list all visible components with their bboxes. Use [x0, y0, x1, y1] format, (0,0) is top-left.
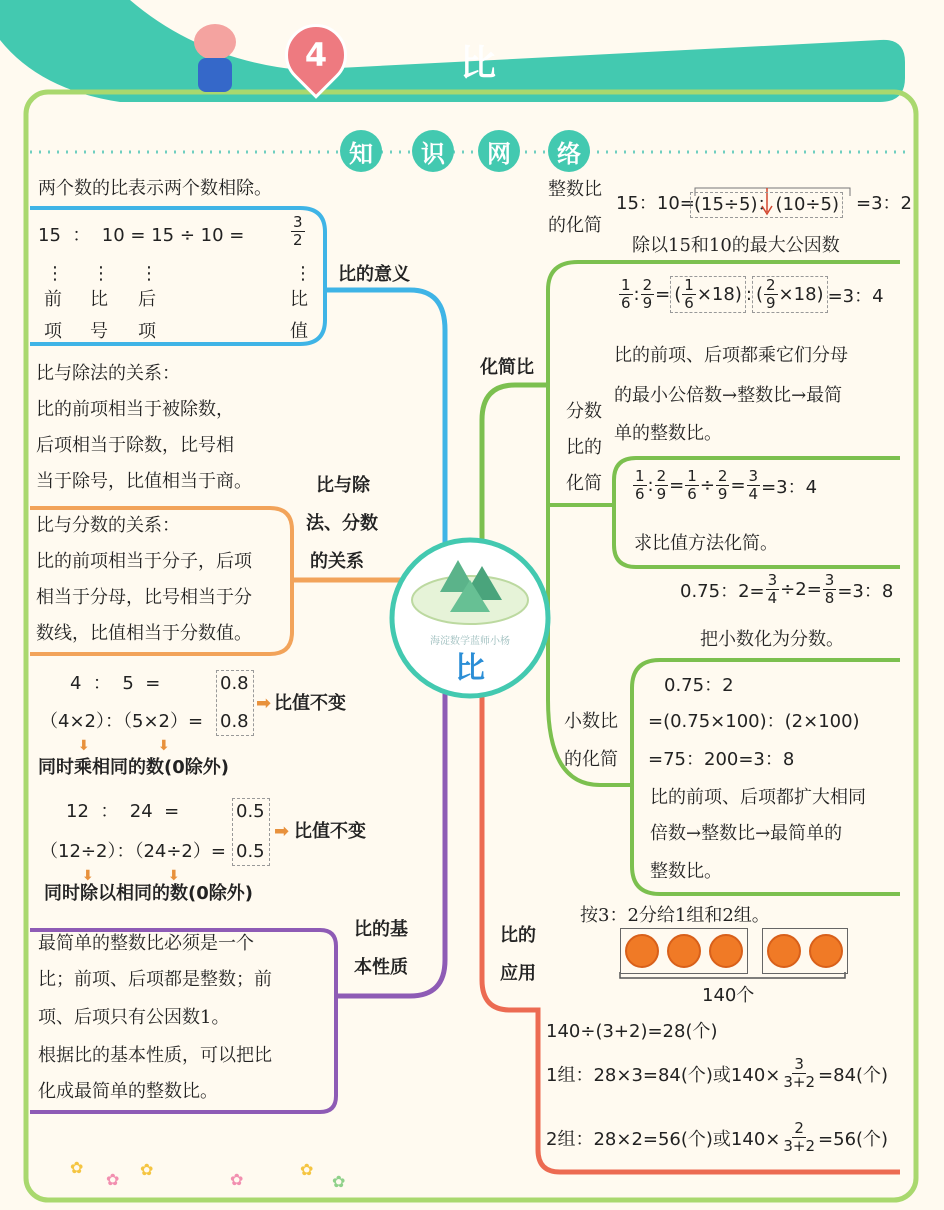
fraction-eq1-result: =3：4	[827, 285, 884, 307]
decimal-note-top: 把小数化为分数。	[700, 629, 844, 650]
fraction-method1-3: 单的整数比。	[614, 423, 722, 444]
ex2-row2: （12÷2）：（24÷2）=	[40, 841, 226, 862]
part-front-bottom: 项	[44, 321, 62, 342]
orange-icon	[709, 934, 743, 968]
fraction-line-4: 数线，比值相当于分数值。	[36, 623, 252, 644]
division-line-1: 比与除法的关系：	[36, 363, 180, 384]
group1-den: 3+2	[783, 1073, 816, 1091]
center-label: 比	[455, 651, 485, 686]
decimal-method-2: 倍数→整数比→最简单的	[650, 823, 843, 844]
d2-den: 8	[824, 589, 835, 607]
fraction-line-3: 相当于分母，比号相当于分	[36, 587, 252, 608]
g1-num: 1	[635, 467, 645, 485]
application-step1: 140÷(3+2)=28(个)	[546, 1021, 718, 1042]
g2-den: 9	[656, 485, 667, 503]
section-badge-1: 知	[340, 130, 382, 172]
application-group1	[546, 1056, 888, 1091]
division-line-4: 当于除号，比值相当于商。	[36, 471, 252, 492]
fraction-eq2: $\frac{1}{6}$ : $\frac{2}{9}$ = $\frac{1}{6}$ ÷ $\frac{2}{9}$ = $\frac{3}{4}$ =3：4	[635, 467, 818, 503]
chapter-number: 4	[304, 36, 328, 74]
f3-num: 1	[684, 276, 694, 294]
g3-den: 6	[687, 485, 697, 503]
f4-den: 9	[765, 294, 776, 312]
ex1-row1: 4 ： 5 =	[70, 673, 161, 694]
section-badge-4: 络	[548, 130, 590, 172]
mul2: ×18	[778, 284, 817, 305]
application-label-2: 应用	[500, 963, 536, 984]
part-back-bottom: 项	[138, 321, 156, 342]
orange-icon	[667, 934, 701, 968]
orange-icon	[767, 934, 801, 968]
part-back-top: 后	[138, 289, 156, 310]
part-sign-bottom: 号	[90, 321, 108, 342]
f3-den: 6	[684, 294, 694, 312]
property-label-2: 本性质	[354, 957, 408, 978]
decimal-line-2: =(0.75×100)：(2×100)	[648, 711, 860, 732]
group2-den: 3+2	[783, 1137, 816, 1155]
property-note-4: 根据比的基本性质，可以把比	[38, 1045, 272, 1066]
relation-label-3: 的关系	[310, 551, 364, 572]
integer-eq-c: =3：2	[856, 193, 912, 214]
fraction-method1-1: 比的前项、后项都乘它们分母	[614, 345, 848, 366]
d2-num: 3	[824, 571, 835, 589]
ex2-result: 比值不变	[294, 821, 366, 842]
fraction-method2: 求比值方法化简。	[634, 533, 778, 554]
ex1-down-arrow-icon-2: ⬇	[158, 738, 170, 754]
g5-num: 3	[748, 467, 759, 485]
application-total: 140个	[702, 985, 755, 1006]
part-front-top: 前	[44, 289, 62, 310]
group2-b: =56(个)	[818, 1128, 889, 1150]
dots-1: ⋮	[46, 263, 64, 284]
simplify-branch-label: 化简比	[480, 357, 534, 378]
f4-num: 2	[765, 276, 776, 294]
ex2-down-arrow-icon: ⬇	[82, 868, 94, 884]
orange-icon	[809, 934, 843, 968]
ex1-val2: 0.8	[220, 711, 249, 732]
g5-den: 4	[748, 485, 759, 503]
meaning-branch-label: 比的意义	[338, 264, 410, 285]
fraction-label-3: 化简	[566, 473, 602, 494]
integer-label-2: 的化简	[548, 215, 602, 236]
flower-icon: ✿	[70, 1158, 84, 1177]
orange-icon	[625, 934, 659, 968]
dots-2: ⋮	[92, 263, 110, 284]
application-label-1: 比的	[500, 925, 536, 946]
f2-den: 9	[642, 294, 653, 312]
fraction-eq1: $\frac{1}{6}$ : $\frac{2}{9}$ = ( $\frac{1}{6}$ ×18 ) : ( $\frac{2}{9}$ ×18 ) =3：4	[621, 276, 884, 312]
part-value-bottom: 值	[290, 321, 308, 342]
property-note-3: 项、后项只有公因数1。	[38, 1007, 230, 1028]
g1-den: 6	[635, 485, 645, 503]
decimal-line-1: 0.75：2	[664, 675, 734, 696]
watermark: 海淀数学蓝师小杨	[430, 636, 510, 647]
ex1-val1: 0.8	[220, 673, 249, 694]
ex1-row2: （4×2）：（5×2）=	[40, 711, 204, 732]
ex2-down-arrow-icon-2: ⬇	[168, 868, 180, 884]
dots-4: ⋮	[294, 263, 312, 284]
meaning-intro: 两个数的比表示两个数相除。	[38, 178, 272, 199]
ex2-arrow-icon: ➡	[274, 821, 290, 842]
relation-label-1: 比与除	[316, 475, 370, 496]
oranges-group-2	[762, 928, 848, 974]
integer-eq-b: (15÷5)：(10÷5)	[690, 192, 843, 218]
fraction-line-1: 比与分数的关系：	[36, 515, 180, 536]
flower-icon: ✿	[332, 1172, 346, 1191]
g4-num: 2	[717, 467, 728, 485]
mul1: ×18	[696, 284, 735, 305]
ex1-arrow-icon: ➡	[256, 693, 272, 714]
decimal-method-1: 比的前项、后项都扩大相同	[650, 787, 866, 808]
ex2-caption: 同时除以相同的数(0除外)	[44, 883, 253, 904]
decimal-label-2: 的化简	[564, 749, 618, 770]
flower-icon: ✿	[106, 1170, 120, 1189]
part-value-top: 比	[290, 289, 308, 310]
integer-note: 除以15和10的最大公因数	[632, 235, 840, 256]
property-note-2: 比；前项、后项都是整数；前	[38, 969, 272, 990]
flower-icon: ✿	[230, 1170, 244, 1189]
ex1-caption: 同时乘相同的数(0除外)	[38, 757, 229, 778]
group1-b: =84(个)	[818, 1064, 889, 1086]
header-band	[0, 0, 905, 102]
application-problem: 按3：2分给1组和2组。	[580, 905, 770, 926]
f1-num: 1	[621, 276, 631, 294]
section-badge-3: 网	[478, 130, 520, 172]
flower-icon: ✿	[300, 1160, 314, 1179]
dots-3: ⋮	[140, 263, 158, 284]
fraction-label-2: 比的	[566, 437, 602, 458]
simplify-branch	[482, 385, 548, 560]
decimal-method-3: 整数比。	[650, 861, 722, 882]
application-group2	[546, 1120, 888, 1155]
relation-label-2: 法、分数	[306, 513, 378, 534]
ex2-row1: 12 ： 24 =	[66, 801, 180, 822]
d1-num: 3	[767, 571, 778, 589]
decimal-top-c: =3：8	[837, 580, 894, 602]
division-line-2: 比的前项相当于被除数，	[36, 399, 234, 420]
meaning-frac-num: 3	[293, 213, 303, 231]
ex2-val2: 0.5	[236, 841, 265, 862]
section-badge-2: 识	[412, 130, 454, 172]
decimal-line-3: =75：200=3：8	[648, 749, 795, 770]
f1-den: 6	[621, 294, 631, 312]
part-sign-top: 比	[90, 289, 108, 310]
property-note-5: 化成最简单的整数比。	[38, 1081, 218, 1102]
fraction-method1-2: 的最小公倍数→整数比→最简	[614, 385, 843, 406]
property-note-1: 最简单的整数比必须是一个	[38, 933, 254, 954]
integer-label-1: 整数比	[548, 179, 602, 200]
ex1-down-arrow-icon: ⬇	[78, 738, 90, 754]
decimal-top-b: ÷2=	[780, 579, 822, 600]
integer-eq-a: 15：10=	[616, 193, 695, 214]
page-title: 比	[460, 43, 497, 84]
bear-mascot-icon	[188, 24, 242, 96]
f2-num: 2	[642, 276, 653, 294]
meaning-fraction	[290, 214, 306, 249]
fraction-label-1: 分数	[566, 401, 602, 422]
g4-den: 9	[717, 485, 728, 503]
fraction-eq2-result: =3：4	[761, 476, 818, 498]
group1-a: 1组：28×3=84(个)或140×	[546, 1064, 781, 1086]
ex1-result: 比值不变	[274, 693, 346, 714]
division-line-3: 后项相当于除数，比号相	[36, 435, 234, 456]
oranges-group-1	[620, 928, 748, 974]
meaning-equation: 15 ： 10 = 15 ÷ 10 =	[38, 225, 245, 246]
flower-icon: ✿	[140, 1160, 154, 1179]
ex2-val1: 0.5	[236, 801, 265, 822]
g3-num: 1	[687, 467, 697, 485]
decimal-label-1: 小数比	[564, 711, 618, 732]
meaning-frac-den: 2	[293, 231, 303, 249]
decimal-top-a: 0.75：2=	[680, 580, 765, 602]
group2-a: 2组：28×2=56(个)或140×	[546, 1128, 781, 1150]
fraction-line-2: 比的前项相当于分子，后项	[36, 551, 252, 572]
g2-num: 2	[656, 467, 667, 485]
group2-num: 2	[794, 1119, 804, 1137]
group1-num: 3	[794, 1055, 804, 1073]
d1-den: 4	[767, 589, 778, 607]
property-label-1: 比的基	[354, 919, 408, 940]
decimal-top-eq	[680, 572, 893, 607]
